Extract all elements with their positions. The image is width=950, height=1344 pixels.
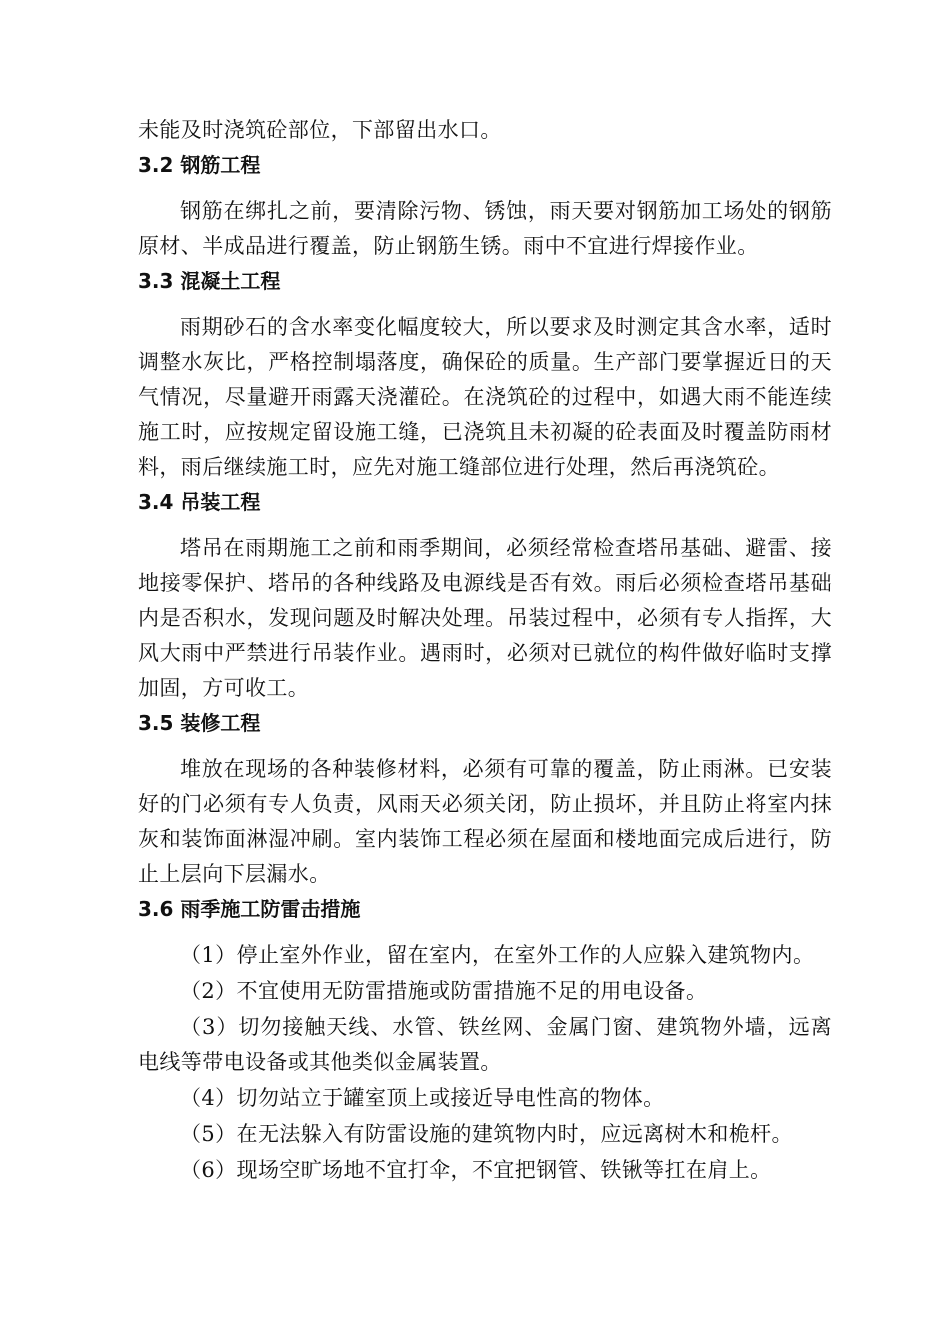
section-heading-3-6: 3.6 雨季施工防雷击措施 <box>138 897 361 921</box>
section-heading-3-2: 3.2 钢筋工程 <box>138 153 261 177</box>
section-heading-3-3: 3.3 混凝土工程 <box>138 269 281 293</box>
list-item: （6）现场空旷场地不宜打伞，不宜把钢管、铁锹等扛在肩上。 <box>180 1158 772 1182</box>
intro-line: 未能及时浇筑砼部位，下部留出水口。 <box>138 118 502 142</box>
list-item: （2）不宜使用无防雷措施或防雷措施不足的用电设备。 <box>180 979 708 1003</box>
section-heading-3-5: 3.5 装修工程 <box>138 711 261 735</box>
section-3-5-paragraph: 堆放在现场的各种装修材料，必须有可靠的覆盖，防止雨淋。已安装好的门必须有专人负责，风雨天必须关闭，防止损坏，并且防止将室内抹灰和装饰面淋湿冲刷。室内装饰工程必须在屋面和楼地面完成后进行，防止上层向下层漏水。 <box>138 757 832 886</box>
list-item: （1）停止室外作业，留在室内，在室外工作的人应躲入建筑物内。 <box>180 943 815 967</box>
document-body <box>138 113 832 1189</box>
section-3-3-paragraph: 雨期砂石的含水率变化幅度较大，所以要求及时测定其含水率，适时调整水灰比，严格控制塌落度，确保砼的质量。生产部门要掌握近日的天气情况，尽量避开雨露天浇灌砼。在浇筑砼的过程中，如遇大雨不能连续施工时，应按规定留设施工缝，已浇筑且未初凝的砼表面及时覆盖防雨材料，雨后继续施工时，应先对施工缝部位进行处理，然后再浇筑砼。 <box>138 315 832 479</box>
list-item: （4）切勿站立于罐室顶上或接近导电性高的物体。 <box>180 1086 665 1110</box>
section-3-2-paragraph: 钢筋在绑扎之前，要清除污物、锈蚀，雨天要对钢筋加工场处的钢筋原材、半成品进行覆盖，防止钢筋生锈。雨中不宜进行焊接作业。 <box>138 199 832 258</box>
list-item: （3）切勿接触天线、水管、铁丝网、金属门窗、建筑物外墙，远离电线等带电设备或其他类似金属装置。 <box>138 1015 832 1074</box>
section-3-4-paragraph: 塔吊在雨期施工之前和雨季期间，必须经常检查塔吊基础、避雷、接地接零保护、塔吊的各种线路及电源线是否有效。雨后必须检查塔吊基础内是否积水，发现问题及时解决处理。吊装过程中，必须有专人指挥，大风大雨中严禁进行吊装作业。遇雨时，必须对已就位的构件做好临时支撑加固，方可收工。 <box>138 536 832 700</box>
section-heading-3-4: 3.4 吊装工程 <box>138 490 261 514</box>
list-item: （5）在无法躲入有防雷设施的建筑物内时，应远离树木和桅杆。 <box>180 1122 793 1146</box>
